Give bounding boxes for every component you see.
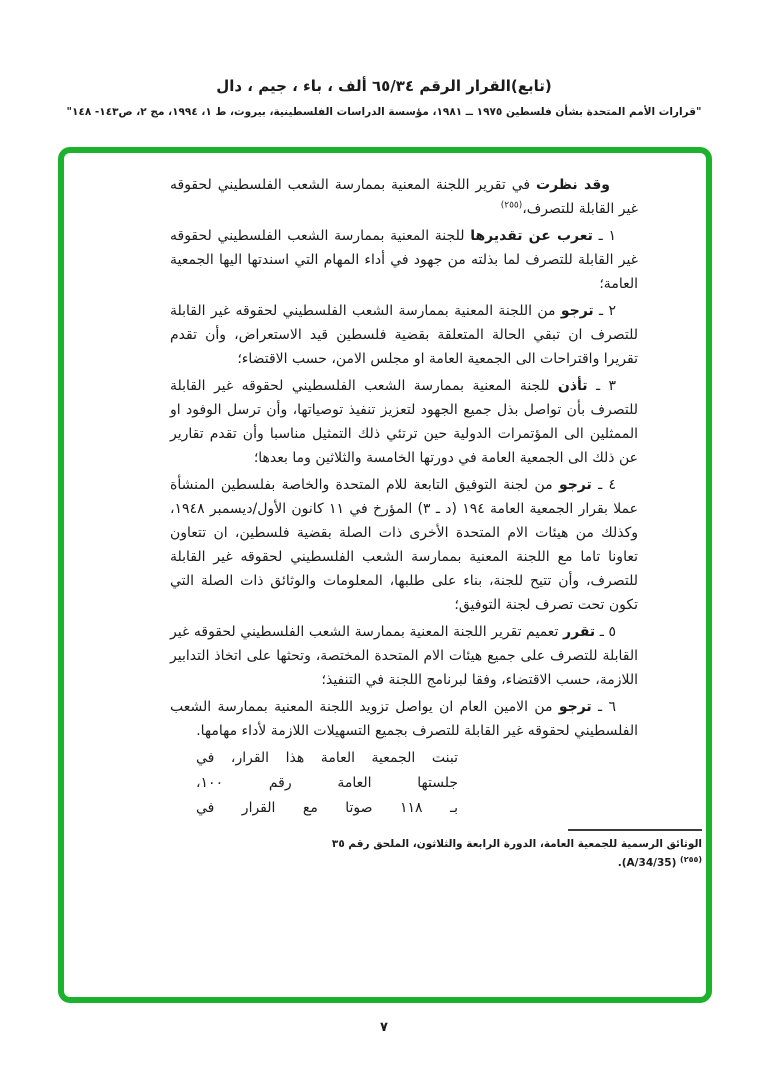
preamble-lead: وقد نظرت: [536, 177, 610, 193]
footnote-separator: [568, 829, 702, 831]
footnote-document-symbol: (A/34/35): [621, 857, 677, 869]
footnote: [170, 829, 702, 870]
adoption-note-line: بـ ١١٨ صوتا مع القرار في: [196, 800, 458, 816]
resolution-paragraph-6: [170, 695, 638, 743]
paragraph-number: ٣ ـ: [587, 378, 616, 394]
paragraph-number: ٥ ـ: [595, 624, 616, 640]
paragraph-text: من لجنة التوفيق التابعة للام المتحدة والخاصة بفلسطين المنشأة عملا بقرار الجمعية العامة ١٩٤ (د ـ ٣) المؤرخ في ١١ كانون الأول/ديسمبر ١٩٤٨، وكذلك من هيئات الام المتحدة الأخرى ذات الصلة بقضية فلسطين، ان تتعاون تعاونا تاما مع اللجنة المعنية بممارسة الشعب الفلسطيني لحقوقه غير القابلة للتصرف، وأن تتيح للجنة، بناء على طلبها، المعلومات والوثائق ذات الصلة التي تكون تحت تصرف لجنة التوفيق؛: [170, 477, 639, 613]
adoption-note: [196, 746, 458, 821]
resolution-paragraph-5: [170, 620, 638, 692]
paragraph-lead: تأذن: [557, 378, 588, 394]
paragraph-lead: تقرر: [563, 624, 596, 640]
page-title: (تابع)القرار الرقم ٦٥/٣٤ ألف ، باء ، جيم ، دال: [216, 77, 552, 95]
paragraph-text: للجنة المعنية بممارسة الشعب الفلسطيني لحقوقه غير القابلة للتصرف بأن تواصل بذل جميع الجهود لتعزيز تنفيذ توصياتها، وأن ترسل الوفود او الممثلين الى المؤتمرات الدولية حين ترتئي ذلك التمثيل مناسبا وأن تقدم تقارير عن ذلك الى الجمعية العامة في دورتها الخامسة والثلاثين وما بعدها؛: [170, 378, 638, 466]
adoption-note-line: تبنت الجمعية العامة هذا القرار، في: [196, 750, 458, 766]
paragraph-number: ٤ ـ: [591, 477, 616, 493]
paragraph-lead: ترجو: [560, 303, 594, 319]
paragraph-number: ١ ـ: [592, 228, 616, 244]
paragraph-number: ٢ ـ: [593, 303, 616, 319]
resolution-paragraph-4: [170, 473, 638, 617]
paragraph-text: من اللجنة المعنية بممارسة الشعب الفلسطيني لحقوقه غير القابلة للتصرف ان تبقي الحالة المتعلقة بقضية فلسطين قيد الاستعراض، وأن تقدم تقريرا واقتراحات الى الجمعية العامة او مجلس الامن، حسب الاقتضاء؛: [170, 303, 638, 367]
preamble-text: في تقرير اللجنة المعنية بممارسة الشعب الفلسطيني لحقوقه غير القابلة للتصرف،: [170, 177, 638, 217]
paragraph-lead: ترجو: [558, 477, 592, 493]
source-citation-line: "قرارات الأمم المتحدة بشأن فلسطين ١٩٧٥ ــ ١٩٨١، مؤسسة الدراسات الفلسطينية، بيروت، ط ١، ١٩٩٤، مج ٢، ص١٤٣- ١٤٨": [66, 106, 702, 118]
footnote-text: الوثائق الرسمية للجمعية العامة، الدورة الرابعة والثلاثون، الملحق رقم ٣٥: [331, 838, 702, 850]
page-number: ٧: [380, 1020, 388, 1035]
paragraph-lead: ترجو: [558, 699, 592, 715]
paragraph-text: من الامين العام ان يواصل تزويد اللجنة المعنية بممارسة الشعب الفلسطيني لحقوقه غير القابلة للتصرف بجميع التسهيلات اللازمة لأداء مهامها.: [170, 699, 638, 739]
resolution-text-block: [64, 153, 706, 997]
content-frame: [58, 147, 712, 1003]
footnote-period: .: [617, 857, 622, 869]
paragraph-number: ٦ ـ: [591, 699, 616, 715]
resolution-preamble: [170, 173, 638, 221]
paragraph-lead: تعرب عن تقديرها: [470, 228, 593, 244]
resolution-paragraph-3: [170, 374, 638, 470]
paragraph-text: للجنة المعنية بممارسة الشعب الفلسطيني لحقوقه غير القابلة للتصرف لما بذلته من جهود في أداء المهام التي اسندتها اليها الجمعية العامة؛: [170, 228, 638, 292]
footnote-reference-line: [170, 853, 702, 870]
resolution-paragraph-2: [170, 299, 638, 371]
paragraph-text: تعميم تقرير اللجنة المعنية بممارسة الشعب الفلسطيني لحقوقه غير القابلة للتصرف على جميع هيئات الام المتحدة المختصة، وتحثها على اتخاذ التدابير اللازمة، حسب الاقتضاء، وفقا لبرنامج اللجنة في التنفيذ؛: [170, 624, 638, 688]
footnote-marker: (٢٥٥): [680, 855, 702, 864]
adoption-note-line: جلستها العامة رقم ١٠٠،: [196, 775, 458, 791]
resolution-paragraph-1: [170, 224, 638, 296]
footnote-reference: (٢٥٥): [500, 200, 523, 211]
